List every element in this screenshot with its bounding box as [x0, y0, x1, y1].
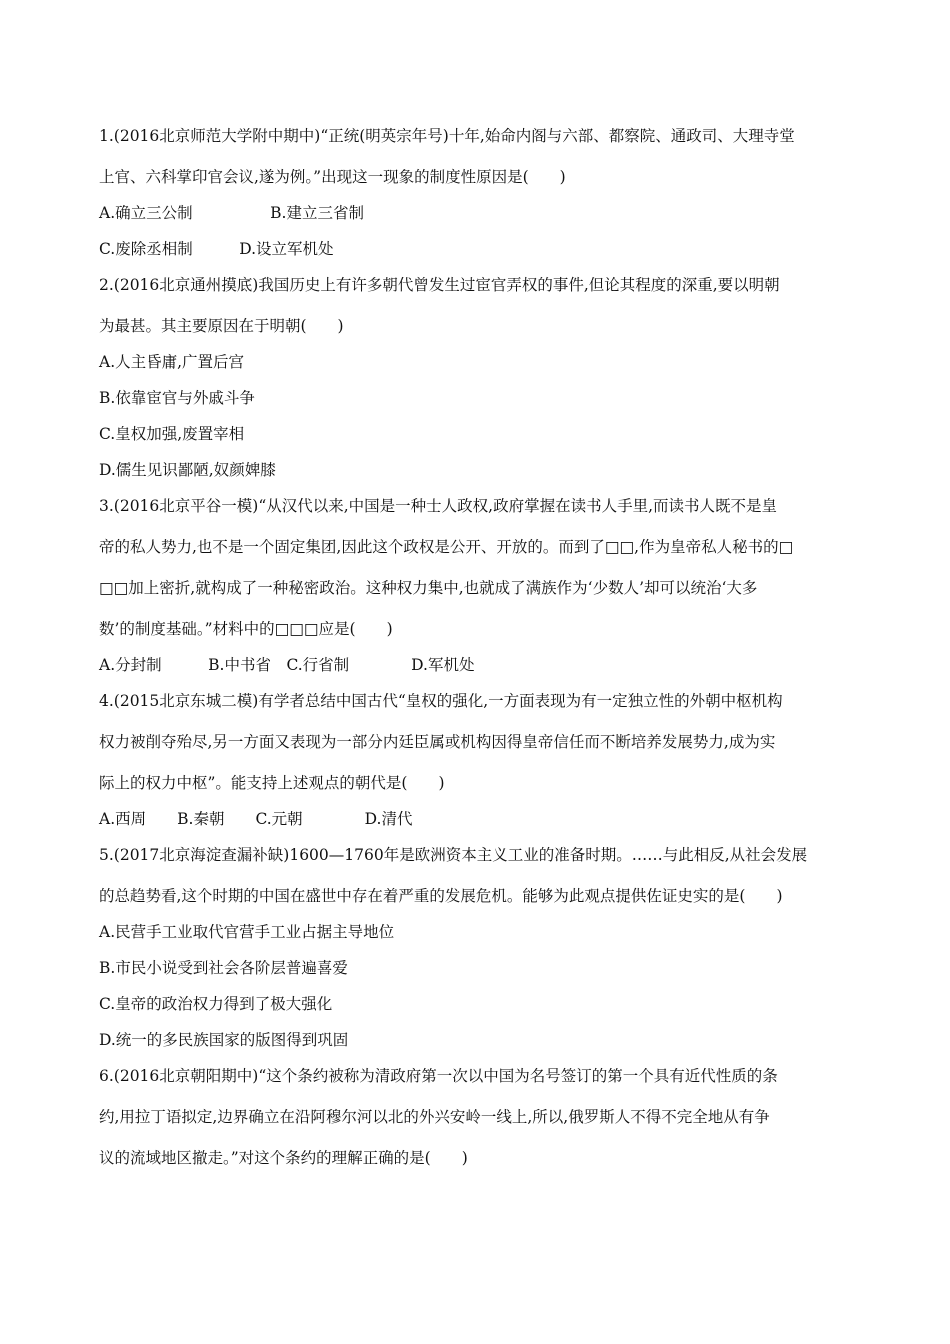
question-2-option-b: B.依靠宦官与外戚斗争	[99, 389, 255, 407]
question-1-option-line-1: A.确立三公制 B.建立三省制	[99, 204, 364, 222]
question-5-option-b: B.市民小说受到社会各阶层普遍喜爱	[99, 959, 348, 977]
question-5-option-c: C.皇帝的政治权力得到了极大强化	[99, 995, 333, 1013]
question-4-stem-line-1: 4.(2015北京东城二模)有学者总结中国古代“皇权的强化,一方面表现为有一定独立性的外朝中枢机构	[99, 692, 783, 710]
question-3-stem-line-3: □□加上密折,就构成了一种秘密政治。这种权力集中,也就成了满族作为‘少数人’却可以统治‘大多	[99, 579, 758, 597]
question-3-options: A.分封制 B.中书省 C.行省制 D.军机处	[99, 656, 475, 674]
question-6-stem-line-1: 6.(2016北京朝阳期中)“这个条约被称为清政府第一次以中国为名号签订的第一个具有近代性质的条	[99, 1067, 778, 1085]
question-2-option-a: A.人主昏庸,广置后宫	[99, 353, 245, 371]
question-4-options: A.西周 B.秦朝 C.元朝 D.清代	[99, 810, 413, 828]
question-5-stem-line-2: 的总趋势看,这个时期的中国在盛世中存在着严重的发展危机。能够为此观点提供佐证史实的是( )	[99, 887, 783, 905]
question-2-option-c: C.皇权加强,废置宰相	[99, 425, 245, 443]
question-3-stem-line-4: 数’的制度基础。”材料中的□□□应是( )	[99, 620, 393, 638]
question-5-option-a: A.民营手工业取代官营手工业占据主导地位	[99, 923, 395, 941]
question-2-stem-line-1: 2.(2016北京通州摸底)我国历史上有许多朝代曾发生过宦官弄权的事件,但论其程度的深重,要以明朝	[99, 276, 780, 294]
question-4-stem-line-2: 权力被削夺殆尽,另一方面又表现为一部分内廷臣属或机构因得皇帝信任而不断培养发展势力,成为实	[99, 733, 776, 751]
question-5-option-d: D.统一的多民族国家的版图得到巩固	[99, 1031, 349, 1049]
question-1-stem-line-2: 上官、六科掌印官会议,遂为例。”出现这一现象的制度性原因是( )	[99, 168, 566, 186]
question-2-option-d: D.儒生见识鄙陋,奴颜婢膝	[99, 461, 276, 479]
question-1-option-line-2: C.废除丞相制 D.设立军机处	[99, 240, 334, 258]
question-1-stem-line-1: 1.(2016北京师范大学附中期中)“正统(明英宗年号)十年,始命内阁与六部、都察院、通政司、大理寺堂	[99, 127, 795, 145]
question-6-stem-line-2: 约,用拉丁语拟定,边界确立在沿阿穆尔河以北的外兴安岭一线上,所以,俄罗斯人不得不完全地从有争	[99, 1108, 770, 1126]
question-5-stem-line-1: 5.(2017北京海淀查漏补缺)1600—1760年是欧洲资本主义工业的准备时期。……与此相反,从社会发展	[99, 846, 808, 864]
question-2-stem-line-2: 为最甚。其主要原因在于明朝( )	[99, 317, 344, 335]
question-4-stem-line-3: 际上的权力中枢”。能支持上述观点的朝代是( )	[99, 774, 445, 792]
question-6-stem-line-3: 议的流域地区撤走。”对这个条约的理解正确的是( )	[99, 1149, 468, 1167]
question-3-stem-line-1: 3.(2016北京平谷一模)“从汉代以来,中国是一种士人政权,政府掌握在读书人手里,而读书人既不是皇	[99, 497, 778, 515]
question-3-stem-line-2: 帝的私人势力,也不是一个固定集团,因此这个政权是公开、开放的。而到了□□,作为皇帝私人秘书的□	[99, 538, 794, 556]
